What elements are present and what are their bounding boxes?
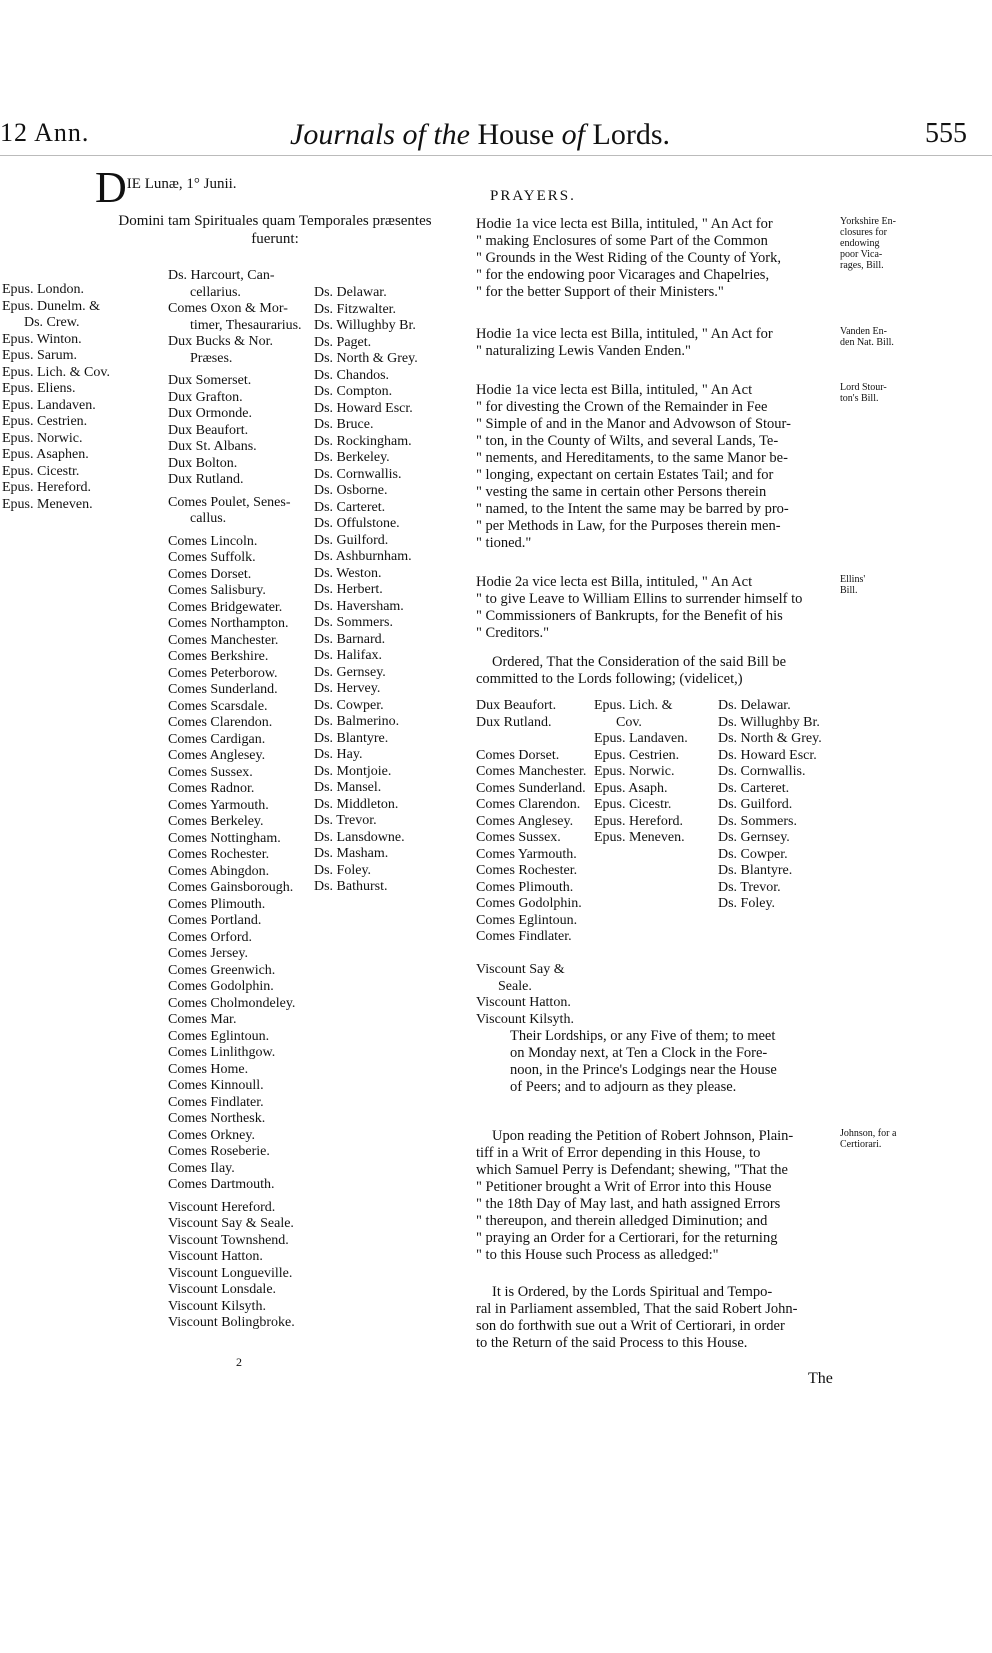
list-item: Viscount Kilsyth.: [168, 1298, 266, 1314]
list-item: Ds. Carteret.: [718, 780, 790, 796]
list-item: Ds. Weston.: [314, 565, 382, 581]
running-head-title: Journals of the House of Lords.: [290, 118, 670, 151]
list-item: Comes Plimouth.: [168, 896, 266, 912]
running-head-year: 12 Ann.: [0, 118, 90, 147]
list-item: Comes Nottingham.: [168, 830, 281, 846]
header-rule: [0, 155, 992, 156]
list-item: Comes Findlater.: [168, 1094, 264, 1110]
list-item: Epus. Landaven.: [594, 731, 688, 746]
list-item: Comes Kinnoull.: [168, 1078, 264, 1093]
bill-entry-3: Hodie 1a vice lecta est Billa, intituled, " An Act " for divesting the Crown of the Remainder in Fee " Simple of and in the Manor and Advowson of Stour- " ton, in the County of Wilts, and several Lands, Te- " nements, and Hereditaments, to the same Manor be- " longing, expectant on certain Estates Tail; and for " vesting the same in certain other Persons therein " named, to the Intent the same may be barred by pro- " per Methods in Law, for the Purposes therein men- " tioned.": [476, 382, 791, 551]
list-item: Dux Beaufort.: [168, 422, 249, 438]
list-item: Ds. North & Grey.: [314, 351, 418, 366]
list-item: Dux Bucks & Nor.: [168, 334, 273, 349]
list-item: Ds. Cornwallis.: [314, 466, 402, 482]
list-item: Ds. Fitzwalter.: [314, 301, 397, 317]
list-item: Comes Sunderland.: [168, 682, 278, 697]
list-item: Viscount Townshend.: [168, 1232, 289, 1248]
petition-entry: Upon reading the Petition of Robert Johnson, Plain- tiff in a Writ of Error depending in this House, to which Samuel Perry is Defendant; shewing, "That the " Petitioner brought a Writ of Error into this House " the 18th Day of May last, and hath assigned Errors " thereupon, and therein alledged Diminution; and " praying an Order for a Certiorari, for the returning " to this House such Process as alledged:": [476, 1128, 794, 1263]
list-item: Ds. Trevor.: [718, 879, 781, 895]
list-item: timer, Thesaurarius.: [190, 317, 302, 333]
list-item: Comes Jersey.: [168, 946, 248, 961]
list-item: Ds. Blantyre.: [314, 730, 389, 746]
list-item: Comes Yarmouth.: [476, 846, 577, 862]
list-item: Comes Peterborow.: [168, 665, 278, 681]
list-item: Ds. Trevor.: [314, 813, 377, 828]
list-item: Comes Dorset.: [168, 566, 252, 582]
list-item: Ds. Cowper.: [314, 697, 384, 713]
catchword: The: [808, 1370, 833, 1387]
list-item: Comes Manchester.: [476, 764, 587, 779]
list-item: Ds. Bruce.: [314, 417, 374, 432]
list-item: Ds. Crew.: [24, 315, 80, 330]
list-item: Comes Dorset.: [476, 747, 560, 763]
list-item: Ds. Gernsey.: [718, 830, 790, 845]
prayers-heading: PRAYERS.: [490, 188, 576, 204]
list-item: Ds. Carteret.: [314, 499, 386, 515]
list-item: Comes Berkeley.: [168, 814, 264, 829]
list-item: Comes Yarmouth.: [168, 797, 269, 813]
list-item: Ds. Foley.: [718, 896, 776, 911]
list-item: Epus. Hereford.: [2, 480, 92, 495]
list-item: Ds. Middleton.: [314, 796, 399, 812]
list-item: Epus. Cestrien.: [2, 414, 88, 429]
barons-list: [314, 285, 418, 896]
list-item: Comes Portland.: [168, 913, 262, 928]
list-item: Ds. Gernsey.: [314, 664, 386, 680]
list-item: Ds. Rockingham.: [314, 433, 412, 449]
list-item: Viscount Say &: [476, 962, 565, 977]
list-item: Ds. Cornwallis.: [718, 764, 806, 779]
list-item: Ds. Delawar.: [718, 698, 791, 713]
list-item: Comes Godolphin.: [168, 979, 274, 994]
list-item: Viscount Hereford.: [168, 1199, 276, 1215]
list-item: Comes Mar.: [168, 1012, 237, 1027]
page-number: 555: [925, 118, 967, 149]
list-item: Ds. Masham.: [314, 846, 389, 861]
list-item: Comes Orford.: [168, 929, 252, 945]
list-item: Comes Abingdon.: [168, 863, 270, 879]
list-item: Ds. Delawar.: [314, 285, 387, 300]
list-item: Ds. Sommers.: [314, 615, 393, 630]
list-item: Ds. Sommers.: [718, 813, 797, 829]
list-item: Epus. Asaph.: [594, 780, 668, 796]
list-item: Viscount Longueville.: [168, 1265, 293, 1281]
committee-col-barons: [718, 698, 822, 913]
margin-note-5: Johnson, for a Certiorari.: [840, 1128, 897, 1150]
bill-entry-4: Hodie 2a vice lecta est Billa, intituled, " An Act " to give Leave to William Ellins to surrender himself to " Commissioners of Bankrupts, for the Benefit of his " Creditors.": [476, 574, 803, 641]
list-item: Epus. Cicestr.: [2, 463, 80, 479]
list-item: Comes Bridgewater.: [168, 599, 283, 615]
committee-order: Ordered, That the Consideration of the said Bill be committed to the Lords following; (videlicet,): [476, 654, 787, 687]
list-item: Ds. Haversham.: [314, 598, 404, 614]
list-item: Comes Manchester.: [168, 632, 279, 648]
list-item: Ds. Herbert.: [314, 582, 383, 597]
list-item: Ds. Howard Escr.: [718, 747, 817, 763]
list-item: Comes Sunderland.: [476, 780, 586, 796]
list-item: Dux Somerset.: [168, 373, 252, 388]
margin-note-1: Yorkshire En- closures for endowing poor Vica- rages, Bill.: [840, 216, 896, 271]
list-item: Epus. Cicestr.: [594, 797, 672, 812]
present-heading: Domini tam Spirituales quam Temporales præsentes fuerunt:: [118, 213, 432, 247]
date-line: DIE Lunæ, 1° Junii.: [95, 163, 237, 212]
list-item: Ds. Foley.: [314, 862, 372, 878]
list-item: Ds. Hervey.: [314, 681, 381, 696]
list-item: Ds. Harcourt, Can-: [168, 268, 275, 283]
list-item: Epus. Lich. & Cov.: [2, 364, 110, 380]
list-item: Dux Rutland.: [168, 472, 244, 487]
list-item: Ds. Osborne.: [314, 483, 388, 498]
list-item: Ds. Ashburnham.: [314, 549, 412, 564]
list-item: Comes Northampton.: [168, 616, 289, 631]
list-item: Ds. Bathurst.: [314, 879, 388, 894]
bill-entry-1: Hodie 1a vice lecta est Billa, intituled, " An Act for " making Enclosures of some Part of the Common " Grounds in the West Riding of the County of York, " for the endowing poor Vicarages and Chapelries, " for the better Support of their Ministers.": [476, 216, 781, 300]
bishops-list: [2, 282, 110, 513]
list-item: Ds. Compton.: [314, 384, 393, 399]
list-item: Comes Cholmondeley.: [168, 995, 296, 1011]
list-item: Comes Anglesey.: [476, 813, 574, 829]
list-item: Ds. Mansel.: [314, 780, 382, 795]
list-item: Comes Suffolk.: [168, 550, 256, 565]
list-item: Ds. North & Grey.: [718, 731, 822, 746]
list-item: Cov.: [616, 714, 642, 730]
list-item: Seale.: [498, 978, 532, 994]
list-item: Epus. Meneven.: [2, 496, 93, 512]
list-item: Ds. Barnard.: [314, 631, 386, 647]
list-item: Comes Sussex.: [168, 764, 253, 780]
list-item: Dux Rutland.: [476, 714, 552, 730]
meeting-note: Their Lordships, or any Five of them; to meet on Monday next, at Ten a Clock in the Fore- noon, in the Prince's Lodgings near the House of Peers; and to adjourn as they please.: [510, 1028, 777, 1095]
margin-note-3: Lord Stour- ton's Bill.: [840, 382, 887, 404]
list-item: Comes Plimouth.: [476, 879, 574, 895]
margin-note-2: Vanden En- den Nat. Bill.: [840, 326, 894, 348]
list-item: Comes Rochester.: [476, 863, 578, 878]
list-item: Ds. Halifax.: [314, 648, 383, 663]
list-item: cellarius.: [190, 284, 241, 300]
list-item: Viscount Lonsdale.: [168, 1282, 277, 1297]
list-item: Comes Home.: [168, 1061, 249, 1077]
list-item: callus.: [190, 511, 227, 526]
list-item: Ds. Guilford.: [718, 797, 793, 812]
certiorari-order: It is Ordered, by the Lords Spiritual and Tempo- ral in Parliament assembled, That the said Robert John- son do forthwith sue out a Writ of Certiorari, in order to the Return of the said Process to this House.: [476, 1284, 798, 1351]
list-item: Dux St. Albans.: [168, 439, 257, 454]
list-item: Epus. Landaven.: [2, 397, 96, 413]
list-item: Ds. Lansdowne.: [314, 829, 405, 845]
list-item: Comes Eglintoun.: [168, 1028, 270, 1044]
list-item: Ds. Montjoie.: [314, 763, 392, 779]
list-item: Epus. Meneven.: [594, 830, 685, 845]
list-item: Dux Ormonde.: [168, 406, 252, 421]
list-item: Epus. Asaphen.: [2, 447, 89, 462]
list-item: Comes Radnor.: [168, 781, 255, 796]
list-item: Viscount Kilsyth.: [476, 1011, 574, 1027]
list-item: Dux Beaufort.: [476, 698, 557, 713]
list-item: Comes Gainsborough.: [168, 880, 294, 895]
list-item: Dux Grafton.: [168, 389, 243, 405]
list-item: Comes Cardigan.: [168, 731, 266, 747]
list-item: Comes Roseberie.: [168, 1144, 270, 1159]
list-item: Comes Sussex.: [476, 830, 561, 845]
list-item: Ds. Willughby Br.: [314, 318, 416, 333]
list-item: Comes Berkshire.: [168, 649, 269, 664]
committee-col-temporal: [476, 698, 586, 1028]
committee-col-bishops: [594, 698, 688, 847]
list-item: Ds. Cowper.: [718, 846, 788, 862]
list-item: Epus. Dunelm. &: [2, 298, 100, 314]
list-item: Comes Poulet, Senes-: [168, 494, 291, 510]
list-item: Comes Greenwich.: [168, 962, 276, 978]
list-item: Comes Anglesey.: [168, 748, 266, 763]
list-item: Comes Northesk.: [168, 1111, 266, 1126]
list-item: Comes Oxon & Mor-: [168, 301, 288, 316]
list-item: Comes Scarsdale.: [168, 698, 268, 714]
list-item: Epus. Winton.: [2, 331, 82, 347]
list-item: Viscount Bolingbroke.: [168, 1315, 295, 1330]
margin-note-4: Ellins' Bill.: [840, 574, 866, 596]
list-item: Ds. Blantyre.: [718, 863, 793, 878]
drop-cap: D: [95, 163, 127, 212]
list-item: Comes Eglintoun.: [476, 912, 578, 928]
list-item: Ds. Balmerino.: [314, 714, 400, 729]
list-item: Epus. Norwic.: [594, 764, 675, 779]
list-item: Ds. Howard Escr.: [314, 400, 413, 416]
list-item: Comes Rochester.: [168, 847, 270, 862]
list-item: Epus. Cestrien.: [594, 747, 680, 763]
list-item: Comes Ilay.: [168, 1160, 235, 1176]
list-item: Comes Lincoln.: [168, 533, 258, 549]
list-item: Epus. Norwic.: [2, 430, 83, 446]
list-item: Epus. Eliens.: [2, 381, 76, 396]
list-item: Epus. London.: [2, 282, 85, 297]
list-item: Ds. Berkeley.: [314, 450, 390, 465]
list-item: Comes Clarendon.: [168, 715, 273, 730]
list-item: Comes Salisbury.: [168, 583, 266, 598]
list-item: Epus. Sarum.: [2, 348, 78, 363]
list-item: Comes Orkney.: [168, 1127, 255, 1143]
list-item: Ds. Chandos.: [314, 367, 390, 383]
list-item: Ds. Offulstone.: [314, 516, 400, 531]
list-item: Dux Bolton.: [168, 455, 238, 471]
list-item: Epus. Hereford.: [594, 813, 684, 829]
list-item: Comes Linlithgow.: [168, 1045, 276, 1060]
temporal-lords-list: [168, 268, 302, 1332]
list-item: Comes Godolphin.: [476, 896, 582, 911]
list-item: Epus. Lich. &: [594, 698, 673, 713]
list-item: Viscount Hatton.: [168, 1249, 263, 1264]
list-item: Ds. Paget.: [314, 334, 372, 350]
bill-entry-2: Hodie 1a vice lecta est Billa, intituled, " An Act for " naturalizing Lewis Vanden Enden.": [476, 326, 773, 359]
list-item: Comes Dartmouth.: [168, 1177, 275, 1192]
list-item: Comes Clarendon.: [476, 797, 581, 812]
signature-mark: 2: [236, 1355, 242, 1369]
list-item: Ds. Guilford.: [314, 532, 389, 548]
list-item: Ds. Hay.: [314, 747, 363, 762]
list-item: Comes Findlater.: [476, 929, 572, 944]
list-item: Ds. Willughby Br.: [718, 714, 820, 730]
list-item: Viscount Hatton.: [476, 995, 571, 1010]
list-item: Præses.: [190, 350, 233, 366]
list-item: Viscount Say & Seale.: [168, 1216, 294, 1231]
